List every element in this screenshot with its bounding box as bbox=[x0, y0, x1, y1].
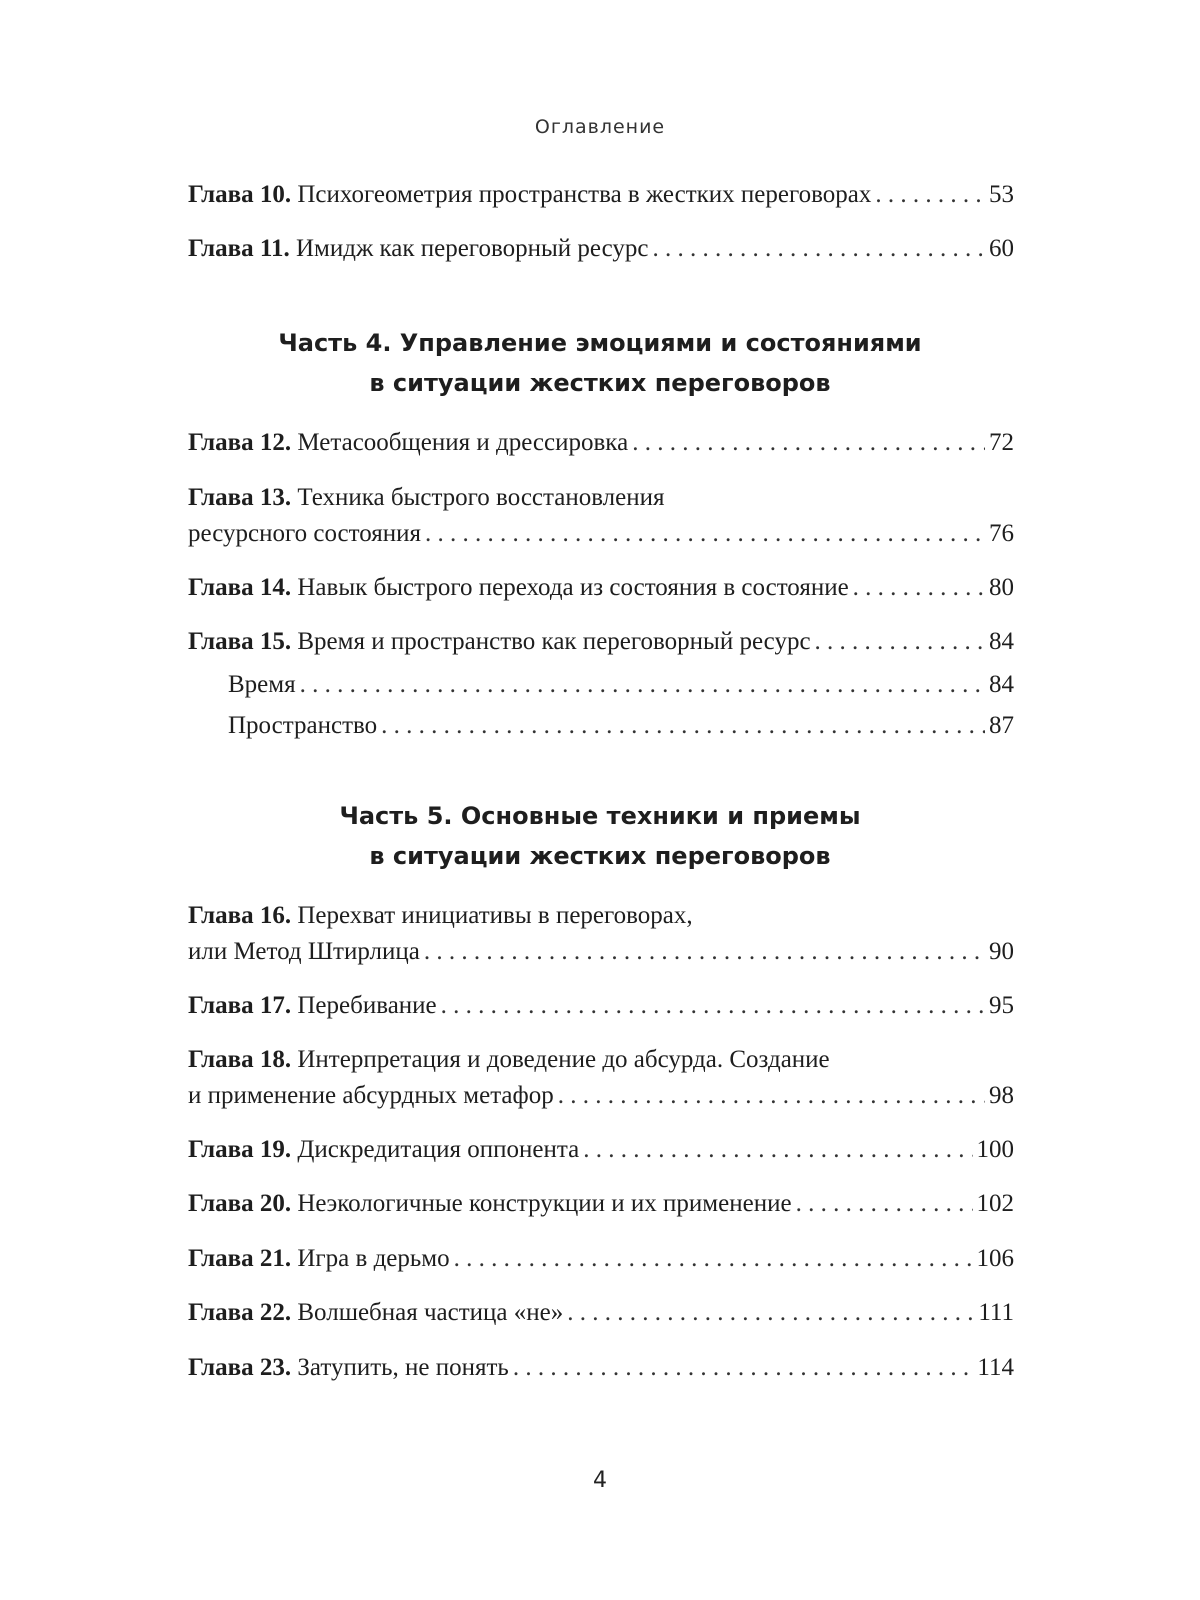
toc-entry-chapter-14 bbox=[188, 570, 1014, 606]
chapter-label: Глава 10. bbox=[188, 181, 292, 208]
chapter-title: Психогеометрия пространства в жестких переговорах bbox=[297, 181, 872, 208]
dot-leader bbox=[513, 1350, 974, 1386]
dot-leader bbox=[454, 1241, 973, 1277]
dot-leader bbox=[853, 570, 985, 606]
toc-subentry-space bbox=[228, 708, 1014, 744]
dot-leader bbox=[424, 934, 985, 970]
page-number: 80 bbox=[989, 574, 1014, 601]
chapter-label: Глава 21. bbox=[188, 1245, 292, 1272]
running-head: Оглавление bbox=[534, 116, 666, 138]
chapter-label: Глава 17. bbox=[188, 992, 292, 1019]
toc-entry-chapter-15 bbox=[188, 624, 1014, 660]
chapter-label: Глава 20. bbox=[188, 1190, 292, 1217]
dot-leader bbox=[632, 425, 985, 461]
chapter-label: Глава 23. bbox=[188, 1354, 292, 1381]
chapter-title: Время и пространство как переговорный ресурс bbox=[297, 628, 811, 655]
chapter-label: Глава 11. bbox=[188, 235, 290, 262]
dot-leader bbox=[567, 1295, 974, 1331]
subentry-title: Пространство bbox=[228, 712, 378, 739]
part-heading-line: в ситуации жестких переговоров bbox=[369, 842, 831, 870]
chapter-label: Глава 16. bbox=[188, 902, 292, 929]
toc-entry-chapter-21 bbox=[188, 1241, 1014, 1277]
page-number: 106 bbox=[976, 1245, 1014, 1272]
toc-entry-chapter-17 bbox=[188, 988, 1014, 1024]
page-number: 90 bbox=[989, 938, 1014, 965]
page-number: 60 bbox=[989, 235, 1014, 262]
chapter-label: Глава 14. bbox=[188, 574, 292, 601]
chapter-title: Перебивание bbox=[297, 992, 437, 1019]
chapter-label: Глава 19. bbox=[188, 1136, 292, 1163]
chapter-title: Метасообщения и дрессировка bbox=[297, 429, 629, 456]
chapter-title: Волшебная частица «не» bbox=[297, 1299, 564, 1326]
chapter-title: и применение абсурдных метафор bbox=[188, 1082, 554, 1109]
page-number: 102 bbox=[976, 1190, 1014, 1217]
part-heading-line: Часть 5. Основные техники и приемы bbox=[339, 802, 861, 830]
chapter-title-line1: Техника быстрого восстановления bbox=[297, 484, 665, 511]
dot-leader bbox=[300, 667, 985, 703]
chapter-title: Неэкологичные конструкции и их применение bbox=[297, 1190, 792, 1217]
dot-leader bbox=[441, 988, 985, 1024]
toc-entry-chapter-20 bbox=[188, 1186, 1014, 1222]
chapter-title-line1: Интерпретация и доведение до абсурда. Создание bbox=[297, 1046, 830, 1073]
toc-entry-chapter-22 bbox=[188, 1295, 1014, 1331]
page-number: 98 bbox=[989, 1082, 1014, 1109]
page-folio: 4 bbox=[593, 1468, 607, 1493]
subentry-title: Время bbox=[228, 671, 296, 698]
chapter-label: Глава 13. bbox=[188, 484, 292, 511]
part-heading-line: в ситуации жестких переговоров bbox=[369, 369, 831, 397]
page-number: 87 bbox=[989, 712, 1014, 739]
page-number: 84 bbox=[989, 671, 1014, 698]
chapter-title: Навык быстрого перехода из состояния в состояние bbox=[297, 574, 849, 601]
dot-leader bbox=[815, 624, 985, 660]
toc-entry-chapter-11 bbox=[188, 231, 1014, 267]
toc-entry-chapter-10 bbox=[188, 177, 1014, 213]
page-number: 72 bbox=[989, 429, 1014, 456]
chapter-label: Глава 12. bbox=[188, 429, 292, 456]
dot-leader bbox=[875, 177, 985, 213]
dot-leader bbox=[583, 1132, 972, 1168]
toc-entry-chapter-19 bbox=[188, 1132, 1014, 1168]
dot-leader bbox=[425, 516, 985, 552]
chapter-title: ресурсного состояния bbox=[188, 520, 422, 547]
page-number: 84 bbox=[989, 628, 1014, 655]
chapter-label: Глава 15. bbox=[188, 628, 292, 655]
chapter-title: Имидж как переговорный ресурс bbox=[295, 235, 649, 262]
page-number: 95 bbox=[989, 992, 1014, 1019]
toc-subentry-time bbox=[228, 667, 1014, 703]
chapter-title-line1: Перехват инициативы в переговорах, bbox=[297, 902, 693, 929]
toc-entry-chapter-18 bbox=[188, 1042, 1014, 1114]
page-number: 76 bbox=[989, 520, 1014, 547]
page-number: 100 bbox=[976, 1136, 1014, 1163]
dot-leader bbox=[381, 708, 985, 744]
page-number: 114 bbox=[977, 1354, 1014, 1381]
toc-entry-chapter-23 bbox=[188, 1350, 1014, 1386]
part-4-heading bbox=[0, 323, 1200, 403]
toc-entry-chapter-13 bbox=[188, 480, 1014, 552]
chapter-title: или Метод Штирлица bbox=[188, 938, 420, 965]
page-number: 111 bbox=[978, 1299, 1014, 1326]
chapter-title: Затупить, не понять bbox=[297, 1354, 509, 1381]
dot-leader bbox=[652, 231, 985, 267]
part-5-heading bbox=[0, 796, 1200, 876]
toc-entry-chapter-16 bbox=[188, 898, 1014, 970]
part-heading-line: Часть 4. Управление эмоциями и состояниями bbox=[278, 329, 922, 357]
chapter-label: Глава 18. bbox=[188, 1046, 292, 1073]
toc-entry-chapter-12 bbox=[188, 425, 1014, 461]
dot-leader bbox=[558, 1078, 985, 1114]
chapter-title: Игра в дерьмо bbox=[297, 1245, 450, 1272]
chapter-title: Дискредитация оппонента bbox=[297, 1136, 580, 1163]
chapter-label: Глава 22. bbox=[188, 1299, 292, 1326]
page-number: 53 bbox=[989, 181, 1014, 208]
dot-leader bbox=[796, 1186, 973, 1222]
